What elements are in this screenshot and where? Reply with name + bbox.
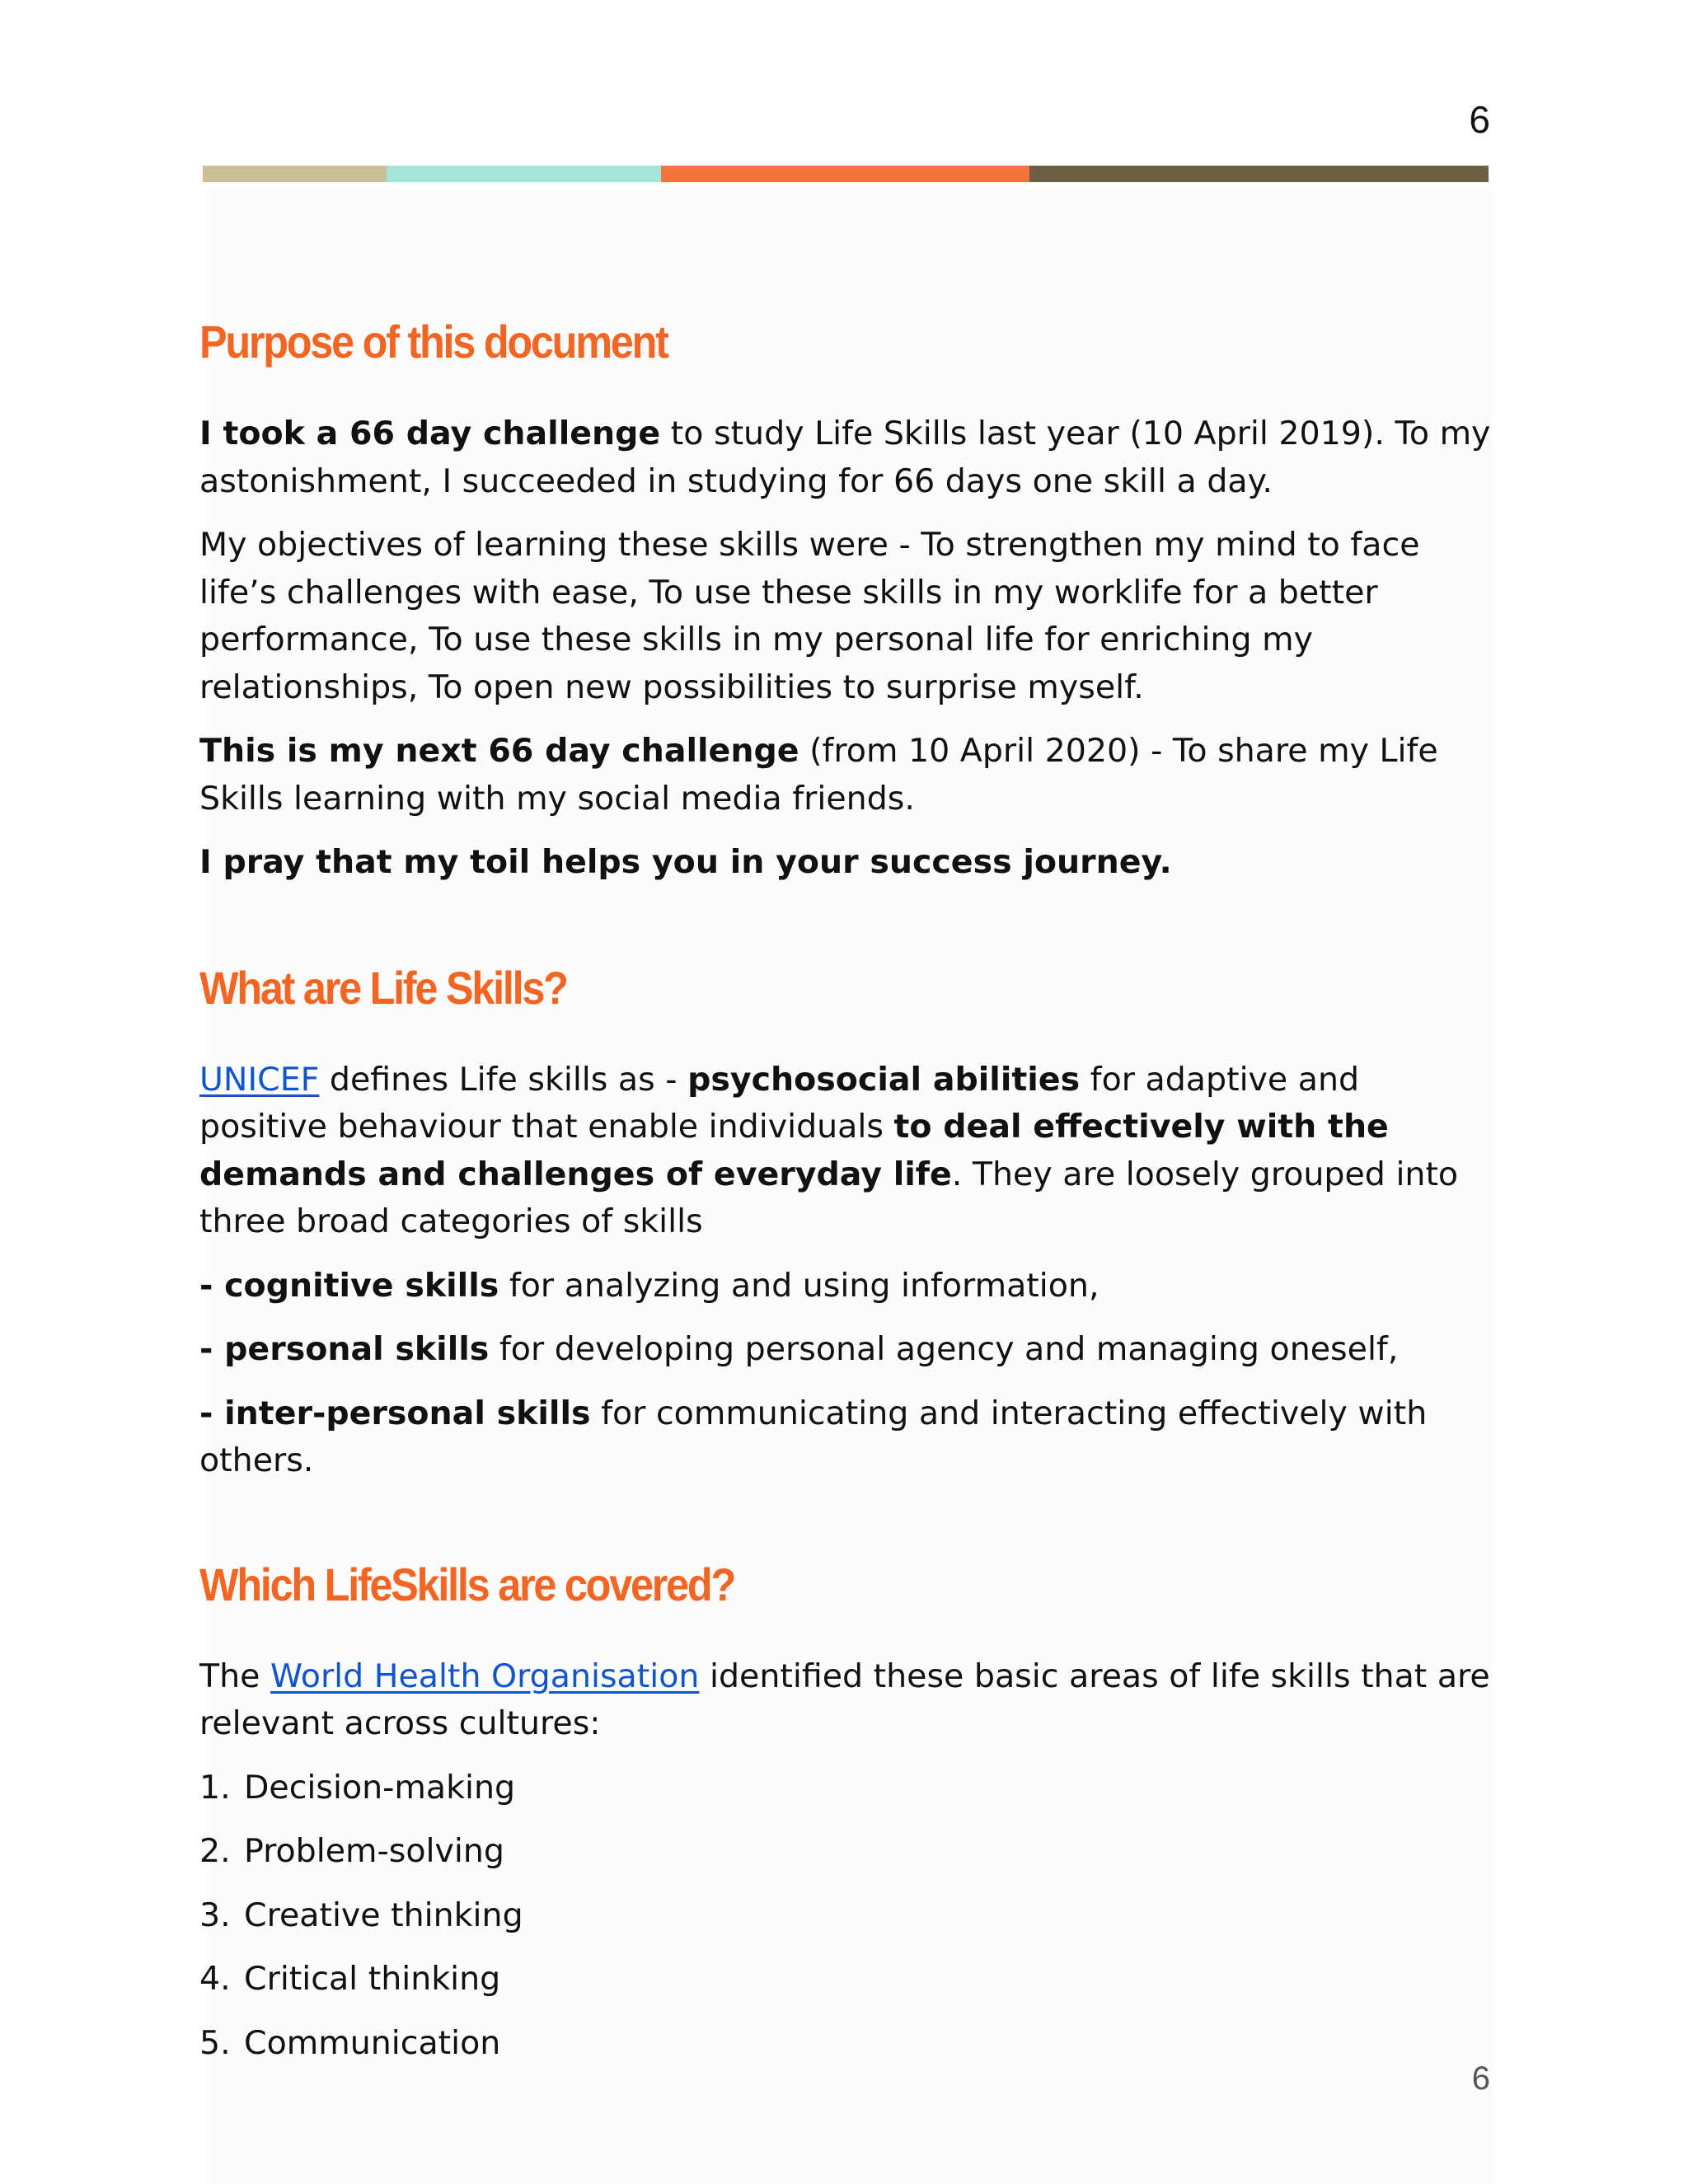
purpose-paragraph-4 — [199, 839, 1493, 887]
life-skills-list — [199, 1765, 1493, 2068]
section-spacer — [199, 903, 1493, 953]
list-item — [199, 2020, 1493, 2068]
list-item-number: 5. — [199, 2023, 231, 2062]
skill-category-item — [199, 1390, 1493, 1485]
who-link[interactable]: World Health Organisation — [270, 1657, 700, 1695]
purpose-p3-bold: This is my next 66 day challenge — [199, 732, 799, 770]
list-item-number: 4. — [199, 1960, 231, 1998]
skill-category-bold: - inter-personal skills — [199, 1394, 591, 1432]
list-item — [199, 1765, 1493, 1812]
header-color-bar — [203, 166, 1489, 182]
what-text-3: . They are loosely grouped into three broad categories of skills — [199, 1155, 1459, 1240]
what-text-2: for adaptive and positive behaviour that enable individuals — [199, 1060, 1360, 1146]
which-text-1: The — [199, 1657, 271, 1695]
purpose-paragraph-3 — [199, 728, 1493, 823]
section-heading-which: Which LifeSkills are covered? — [199, 1558, 734, 1610]
skill-category-text: for developing personal agency and managing oneself, — [489, 1330, 1399, 1368]
which-paragraph — [199, 1653, 1493, 1748]
page-number-top: 6 — [1469, 98, 1490, 141]
color-bar-segment-tan — [203, 166, 387, 182]
skill-category-text: for communicating and interacting effectively with others. — [199, 1394, 1428, 1479]
unicef-link[interactable]: UNICEF — [199, 1060, 320, 1099]
color-bar-segment-aqua — [387, 166, 661, 182]
purpose-paragraph-2: My objectives of learning these skills were - To strengthen my mind to face life’s challenges with ease, To use these skills in my worklife for a better performance, To use these skills in my personal life for enriching my relationships, To open new possibilities to surprise myself. — [199, 526, 1420, 706]
list-item — [199, 1828, 1493, 1876]
skill-category-item — [199, 1263, 1493, 1310]
what-bold-2: to deal effectively with the demands and challenges of everyday life — [199, 1108, 1389, 1193]
purpose-p4-bold: I pray that my toil helps you in your success journey. — [199, 843, 1172, 881]
section-spacer — [199, 1502, 1493, 1549]
section-heading-what: What are Life Skills? — [199, 961, 567, 1014]
list-item-number: 3. — [199, 1896, 231, 1934]
list-item-label: Problem-solving — [244, 1832, 504, 1870]
purpose-p3-text: (from 10 April 2020) - To share my Life Skills learning with my social media friends. — [199, 732, 1438, 818]
list-item-label: Decision-making — [244, 1768, 516, 1807]
color-bar-segment-brown — [1029, 166, 1489, 182]
list-item — [199, 1956, 1493, 2004]
color-bar-segment-orange — [661, 166, 1029, 182]
skill-category-bold: - cognitive skills — [199, 1266, 499, 1305]
page-number-bottom: 6 — [1471, 2060, 1490, 2097]
list-item-number: 2. — [199, 1832, 231, 1870]
skill-category-text: for analyzing and using information, — [499, 1266, 1100, 1305]
purpose-p1-text: to study Life Skills last year (10 April 2019). To my astonishment, I succeeded in studying for 66 days one skill a day. — [199, 415, 1491, 500]
section-heading-purpose: Purpose of this document — [199, 316, 668, 368]
what-paragraph — [199, 1057, 1493, 1246]
skill-category-item — [199, 1326, 1493, 1374]
list-item-label: Critical thinking — [244, 1960, 501, 1998]
list-item-number: 1. — [199, 1768, 231, 1807]
skill-category-bold: - personal skills — [199, 1330, 490, 1368]
list-item-label: Creative thinking — [244, 1896, 523, 1934]
what-text-1: defines Life skills as - — [319, 1060, 688, 1099]
list-item-label: Communication — [244, 2023, 501, 2062]
document-body — [199, 307, 1493, 2083]
list-item — [199, 1892, 1493, 1940]
which-text-2: identified these basic areas of life skills that are relevant across cultures: — [199, 1657, 1490, 1742]
purpose-paragraph-1 — [199, 410, 1493, 505]
purpose-p1-bold: I took a 66 day challenge — [199, 415, 661, 452]
what-bold-1: psychosocial abilities — [687, 1060, 1081, 1099]
